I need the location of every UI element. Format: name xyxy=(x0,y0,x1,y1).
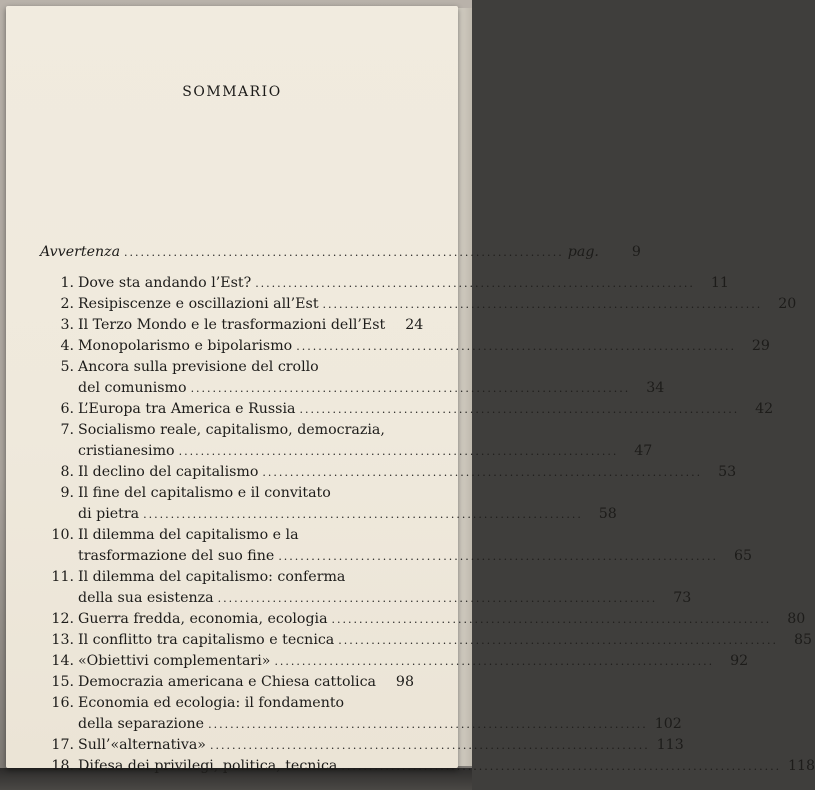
page-number: 102 xyxy=(654,716,682,732)
entry-number: 14. xyxy=(51,653,74,669)
dot-leader: ................................................................................ xyxy=(143,508,583,521)
entry-number: 5. xyxy=(60,359,74,375)
toc-entry xyxy=(40,651,749,672)
dot-leader: ................................................................................ xyxy=(262,466,703,479)
page-number: 118 xyxy=(788,758,815,774)
entry-number: 9. xyxy=(60,485,74,501)
page-number: 42 xyxy=(755,401,774,417)
dot-leader: ................................................................................ xyxy=(296,340,736,353)
book-page xyxy=(6,6,815,774)
entry-number: 8. xyxy=(60,464,74,480)
pag-label: pag. xyxy=(567,244,599,260)
dot-leader: ................................................................................ xyxy=(278,550,719,563)
page-number: 11 xyxy=(710,275,729,291)
toc-entry xyxy=(40,693,384,714)
dot-leader: ................................................................................ xyxy=(341,760,782,773)
toc-entry xyxy=(40,546,753,567)
toc-preface xyxy=(40,242,641,263)
entry-title: Democrazia americana e Chiesa cattolica xyxy=(78,674,376,690)
page-number: 98 xyxy=(395,674,414,690)
entry-number: 3. xyxy=(60,317,74,333)
toc-entry xyxy=(40,525,384,546)
entry-number: 6. xyxy=(60,401,74,417)
entry-title: Monopolarismo e bipolarismo xyxy=(78,338,293,354)
entry-title: cristianesimo xyxy=(78,443,175,459)
entry-title: Dove sta andando l’Est? xyxy=(78,275,252,291)
dot-leader: ................................................................................ xyxy=(255,277,695,290)
entry-title: Il dilemma del capitalismo e la xyxy=(78,527,299,543)
entry-title: della separazione xyxy=(78,716,205,732)
page-number: 24 xyxy=(405,317,424,333)
toc-entry xyxy=(40,462,737,483)
toc-entry xyxy=(40,735,684,756)
toc-entry xyxy=(40,357,384,378)
entry-title: Il dilemma del capitalismo: conferma xyxy=(78,569,346,585)
entry-number: 18. xyxy=(51,758,74,774)
toc-entry xyxy=(40,714,682,735)
page-title: SOMMARIO xyxy=(182,84,282,100)
page-number: 65 xyxy=(733,548,753,564)
toc-entry xyxy=(40,609,806,630)
dot-leader: ................................................................................ xyxy=(124,246,564,259)
entry-title: del comunismo xyxy=(78,380,187,396)
entry-title: Il declino del capitalismo xyxy=(78,464,259,480)
entry-title: Difesa dei privilegi, politica, tecnica xyxy=(78,758,338,774)
page-number: 29 xyxy=(751,338,770,354)
entry-number: 10. xyxy=(51,527,74,543)
entry-title: L’Europa tra America e Russia xyxy=(78,401,296,417)
entry-number: 13. xyxy=(51,632,74,648)
entry-title: «Obiettivi complementari» xyxy=(78,653,271,669)
entry-title: della sua esistenza xyxy=(78,590,214,606)
entry-number: 12. xyxy=(51,611,74,627)
entry-title: Il Terzo Mondo e le trasformazioni dell’Est xyxy=(78,317,386,333)
page-number: 53 xyxy=(718,464,737,480)
dot-leader: ................................................................................ xyxy=(338,634,778,647)
page-number: 34 xyxy=(646,380,665,396)
entry-title: Il conflitto tra capitalismo e tecnica xyxy=(78,632,335,648)
toc-entry xyxy=(40,567,384,588)
toc-entry xyxy=(40,672,414,693)
page-number: 9 xyxy=(631,244,641,260)
entry-title: Il fine del capitalismo e il convitato xyxy=(78,485,331,501)
toc-entry xyxy=(40,294,797,315)
entry-number: 16. xyxy=(51,695,74,711)
entry-title: Sull’«alternativa» xyxy=(78,737,206,753)
toc-entry xyxy=(40,441,653,462)
entry-number: 1. xyxy=(60,275,74,291)
entry-number: 4. xyxy=(60,338,74,354)
page-number: 58 xyxy=(598,506,617,522)
entry-title: Socialismo reale, capitalismo, democrazia, xyxy=(78,422,385,438)
page-number: 80 xyxy=(787,611,806,627)
dot-leader: ................................................................................ xyxy=(299,403,740,416)
dot-leader: ................................................................................ xyxy=(322,298,763,311)
dot-leader: ................................................................................ xyxy=(190,382,631,395)
toc-entry xyxy=(40,378,665,399)
toc-entry xyxy=(40,504,617,525)
page-number: 85 xyxy=(793,632,812,648)
entry-number: 17. xyxy=(51,737,74,753)
table-of-contents xyxy=(40,242,815,777)
entry-number: 2. xyxy=(60,296,74,312)
dot-leader: ................................................................................ xyxy=(274,655,715,668)
page-number: 73 xyxy=(673,590,692,606)
dot-leader: ................................................................................ xyxy=(217,592,658,605)
toc-entry xyxy=(40,336,770,357)
toc-entry xyxy=(40,399,774,420)
toc-entry xyxy=(40,588,692,609)
page-number: 20 xyxy=(778,296,797,312)
entry-number: 11. xyxy=(51,569,74,585)
preface-label: Avvertenza xyxy=(40,244,121,260)
entry-title: Resipiscenze e oscillazioni all’Est xyxy=(78,296,319,312)
dot-leader: ................................................................................ xyxy=(331,613,772,626)
page-number: 113 xyxy=(656,737,684,753)
dot-leader: ................................................................................ xyxy=(178,445,619,458)
entry-title: di pietra xyxy=(78,506,140,522)
toc-entry xyxy=(40,273,729,294)
entry-title: Ancora sulla previsione del crollo xyxy=(78,359,319,375)
dot-leader: ................................................................................ xyxy=(208,718,648,731)
entry-title: Economia ed ecologia: il fondamento xyxy=(78,695,345,711)
entry-number: 7. xyxy=(60,422,74,438)
entry-number: 15. xyxy=(51,674,74,690)
entry-title: trasformazione del suo fine xyxy=(78,548,275,564)
dot-leader: ................................................................................ xyxy=(210,739,650,752)
toc-entry xyxy=(40,630,812,651)
toc-entry xyxy=(40,315,424,336)
page-number: 47 xyxy=(634,443,653,459)
toc-entry xyxy=(40,483,384,504)
page-number: 92 xyxy=(730,653,749,669)
toc-entry xyxy=(40,756,815,777)
entry-title: Guerra fredda, economia, ecologia xyxy=(78,611,328,627)
toc-entry xyxy=(40,420,384,441)
